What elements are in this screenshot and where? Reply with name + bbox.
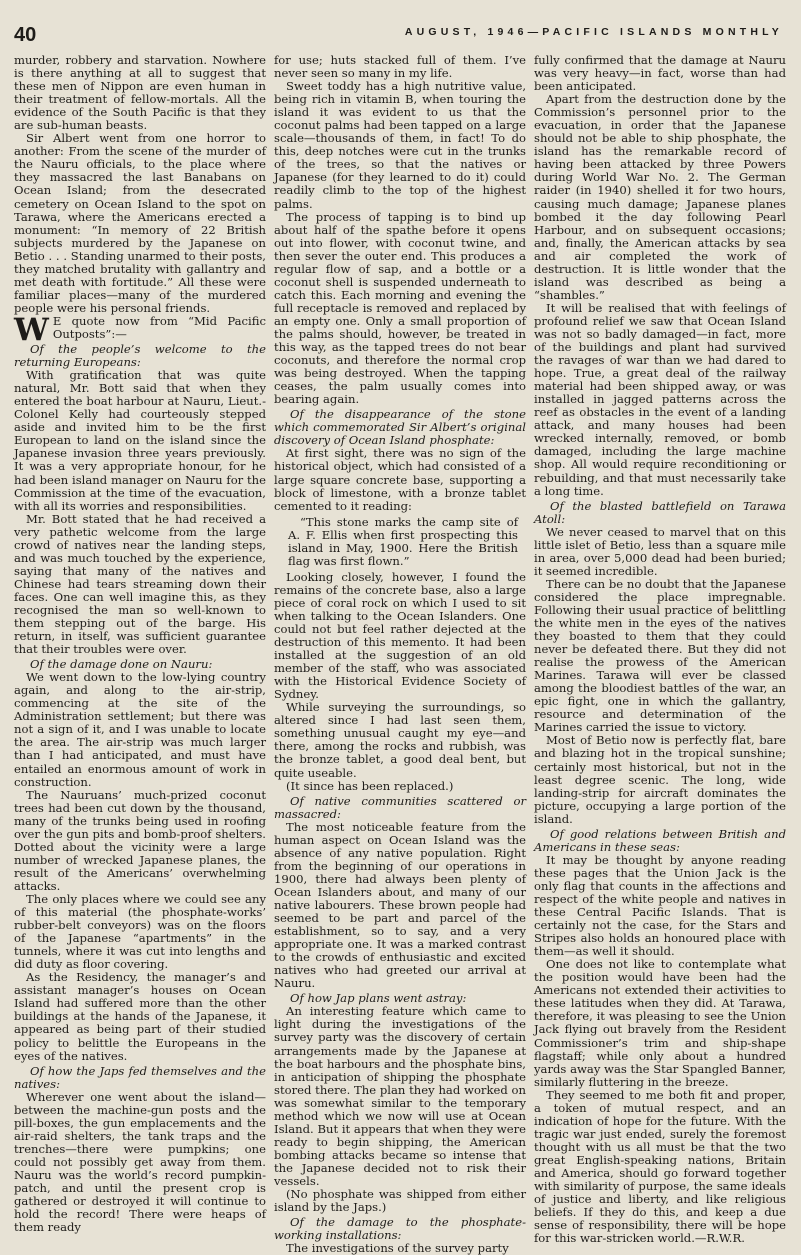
- article-columns: [14, 53, 788, 1255]
- body-paragraph: Sweet toddy has a high nutritive value, being rich in vitamin B, when touring the island it was evident to us that the coconut palms had been tapped on a large scale—thousands of them, in fact! To do this, deep notches were cut in the trunks of the trees, so that the natives or Japanese (for they learned to do it) could readily climb to the top of the highest palms.: [274, 79, 526, 211]
- section-intro-paragraph: [14, 311, 266, 348]
- section-subheading: Of how the Japs fed themselves and the natives:: [14, 1063, 266, 1091]
- body-paragraph: One does not like to contemplate what the position would have been had the Americans not extended their activities to these latitudes when they did. At Tarawa, therefore, it was pleasing to see the Union Jack flying out bravely from the Resident Commissioner’s trim and ship-shape flagstaff; while only about a hundred yards away was the Star Spangled Banner, similarly fluttering in the breeze.: [534, 957, 786, 1089]
- section-subheading: Of the damage to the phosphate-working installations:: [274, 1215, 526, 1243]
- section-subheading: Of good relations between British and Americans in these seas:: [534, 826, 786, 854]
- body-paragraph: While surveying the surroundings, so altered since I had last seen them, something unusual caught my eye—and there, among the rocks and rubbish, was the bronze tablet, a good deal bent, but quite useable.: [274, 700, 526, 780]
- body-paragraph: Apart from the destruction done by the Commission’s personnel prior to the evacuation, in order that the Japanese should not be able to ship phosphate, the island has the remarkable record of having been attacked by three Powers during World War No. 2. The German raider (in 1940) shelled it for two hours, causing much damage; Japanese planes bombed it the day following Pearl Harbour, and on subsequent occasions; and, finally, the American attacks by sea and air completed the work of destruction. It is little wonder that the island was described as being a “shambles.”: [534, 92, 786, 302]
- section-subheading: Of the people’s welcome to the returning Europeans:: [14, 342, 266, 370]
- body-paragraph: Most of Betio now is perfectly flat, bare and blazing hot in the tropical sunshine; certainly most historical, but not in the least degree scenic. The long, wide landing-strip for aircraft dominates the picture, occupying a large portion of the island.: [534, 733, 786, 826]
- body-paragraph: for use; huts stacked full of them. I’ve never seen so many in my life.: [274, 53, 526, 81]
- body-paragraph: Looking closely, however, I found the remains of the concrete base, also a large piece of coral rock on which I used to sit when talking to the Ocean Islanders. One could not but feel rather dejected at the destruction of this memento. It had been installed at the suggestion of an old member of the staff, who was associated with the Historical Evidence Society of Sydney.: [274, 569, 526, 702]
- page-header: [0, 20, 801, 50]
- section-subheading: Of how Jap plans went astray:: [290, 991, 467, 1006]
- body-paragraph: We never ceased to marvel that on this little islet of Betio, less than a square mile in area, over 5,000 dead had been buried; it seemed incredible.: [534, 524, 786, 578]
- body-paragraph: fully confirmed that the damage at Nauru was very heavy—in fact, worse than had been anticipated.: [534, 53, 786, 94]
- body-paragraph: The most noticeable feature from the human aspect on Ocean Island was the absence of any native population. Right from the beginning of our operations in 1900, there had always been plenty of Ocean Islanders about, and many of our native labourers. These brown people had seemed to be part and parcel of the establishment, so to say, and a very appropriate one. It was a marked contrast to the crowds of enthusiastic and excited natives who had greeted our arrival at Nauru.: [274, 819, 526, 991]
- body-paragraph: The investigations of the survey party: [286, 1241, 509, 1255]
- body-paragraph: It will be realised that with feelings of profound relief we saw that Ocean Island was not so badly damaged—in fact, more of the buildings and plant had survived the ravages of war than we had dared to hope. True, a great deal of the railway material had been shipped away, or was installed in jagged patterns across the reef as obstacles in the event of a landing attack, and many houses had been wrecked internally, removed, or bomb damaged, including the large machine shop. All would require reconditioning or rebuilding, and that must necessarily take a long time.: [534, 300, 786, 498]
- block-quote: “This stone marks the camp site of A. F. Ellis when first prospecting this island in May, 1900. Here the British flag was first flown.”: [288, 514, 518, 568]
- body-paragraph: Wherever one went about the island—between the machine-gun posts and the pill-boxes, the gun emplacements and the air-raid shelters, the tank traps and the trenches—there were pumpkins; one could not possibly get away from them. Nauru was the world’s record pumpkin-patch, and until the present crop is gathered or destroyed it will continue to hold the record! There were heaps of them ready: [14, 1089, 266, 1235]
- body-paragraph: With gratification that was quite natural, Mr. Bott said that when they entered the boat harbour at Nauru, Lieut.-Colonel Kelly had courteously stepped aside and invited him to be the first European to land on the island since the Japanese invasion three years previously. It was a very appropriate honour, for he had been island manager on Nauru for the Commission at the time of the evacuation, with all its worries and responsibilities.: [14, 368, 266, 513]
- body-paragraph: An interesting feature which came to light during the investigations of the survey party was the discovery of certain arrangements made by the Japanese at the boat harbours and the phosphate bins, in anticipation of shipping the phosphate stored there. The plan they had worked on was somewhat similar to the temporary method which we now will use at Ocean Island. But it appears that when they were ready to begin shipping, the American bombing attacks became so intense that the Japanese decided not to risk their vessels.: [274, 1004, 526, 1188]
- body-paragraph: As the Residency, the manager’s and assistant manager’s houses on Ocean Island had suffered more than the other buildings at the hands of the Japanese, it appeared as being part of their studied policy to belittle the Europeans in the eyes of the natives.: [14, 970, 266, 1063]
- body-paragraph: The process of tapping is to bind up about half of the spathe before it opens out into flower, with coconut twine, and then sever the outer end. This produces a regular flow of sap, and a bottle or a coconut shell is suspended underneath to catch this. Each morning and evening the full receptacle is removed and replaced by an empty one. Only a small proportion of the palms should, however, be treated in this way, as the tapped trees do not bear coconuts, and therefore the normal crop was being destroyed. When the tapping ceases, the palm usually comes into bearing again.: [274, 209, 526, 407]
- body-paragraph: It may be thought by anyone reading these pages that the Union Jack is the only flag that counts in the affections and respect of the white people and natives in these Central Pacific Islands. That is certainly not the case, for the Stars and Stripes also holds an honoured place with them—as well it should.: [534, 852, 786, 959]
- paragraph-text: E quote now from “Mid Pacific Outposts”:—: [52, 313, 266, 341]
- section-subheading: Of native communities scattered or massacred:: [274, 793, 526, 821]
- body-paragraph: (No phosphate was shipped from either island by the Japs.): [274, 1187, 526, 1215]
- text-column-middle: [274, 53, 526, 1255]
- body-paragraph: (It since has been replaced.): [286, 778, 454, 793]
- body-paragraph: We went down to the low-lying country again, and along to the air-strip, commencing at the site of the Administration settlement; but there was not a sign of it, and I was unable to locate the area. The air-strip was much larger than I had anticipated, and must have entailed an enormous amount of work in construction.: [14, 670, 266, 789]
- page-number: 40: [14, 24, 37, 46]
- section-subheading: Of the blasted battlefield on Tarawa Atoll:: [534, 498, 786, 526]
- running-title: AUGUST, 1946—PACIFIC ISLANDS MONTHLY: [404, 26, 783, 38]
- text-column-left: [14, 53, 266, 1235]
- body-paragraph: There can be no doubt that the Japanese considered the place impregnable. Following their usual practice of belittling the white men in the eyes of the natives they boasted to them that they could never be defeated there. But they did not realise the prowess of the American Marines. Tarawa will ever be classed among the bloodiest battles of the war, an epic fight, one in which the gallantry, resource and determination of the Marines carried the issue to victory.: [534, 576, 786, 735]
- body-paragraph: The Nauruans’ much-prized coconut trees had been cut down by the thousand, many of the trunks being used in roofing over the gun pits and bomb-proof shelters. Dotted about the vicinity were a large number of wrecked Japanese planes, the result of the Americans’ overwhelming attacks.: [14, 787, 266, 893]
- body-paragraph: Sir Albert went from one horror to another: From the scene of the murder of the Nauru officials, to the place where they massacred the last Banabans on Ocean Island; from the desecrated cemetery on Ocean Island to the spot on Tarawa, where the Americans erected a monument: “In memory of 22 British subjects murdered by the Japanese on Betio . . . Standing unarmed to their posts, they matched brutality with gallantry and met death with fortitude.” All these were familiar places—many of the murdered people were his personal friends.: [14, 131, 266, 315]
- drop-cap: W: [14, 311, 49, 348]
- body-paragraph: murder, robbery and starvation. Nowhere is there anything at all to suggest that these men of Nippon are even human in their treatment of fellow-mortals. All the evidence of the South Pacific is that they are sub-human beasts.: [14, 53, 266, 133]
- body-paragraph: The only places where we could see any of this material (the phosphate-works’ rubber-belt conveyors) was on the floors of the Japanese “apartments” in the tunnels, where it was cut into lengths and did duty as floor covering.: [14, 892, 266, 972]
- body-paragraph: Mr. Bott stated that he had received a very pathetic welcome from the large crowd of natives near the landing steps, and was much touched by the experience, saying that many of the natives and Chinese had tears streaming down their faces. One can well imagine this, as they recognised the man so well-known to them stepping out of the barge. His return, in itself, was sufficient guarantee that their troubles were over.: [14, 511, 266, 657]
- body-paragraph: They seemed to me both fit and proper, a token of mutual respect, and an indication of hope for the future. With the tragic war just ended, surely the foremost thought with us all must be that the two great English-speaking nations, Britain and America, should go forward together with similarity of purpose, the same ideals of justice and liberty, and like religious beliefs. If they do this, and keep a due sense of responsibility, there will be hope for this war-stricken world.—R.W.R.: [534, 1087, 786, 1246]
- section-subheading: Of the damage done on Nauru:: [30, 657, 213, 672]
- body-paragraph: At first sight, there was no sign of the historical object, which had consisted of a large square concrete base, supporting a block of limestone, with a bronze tablet cemented to it reading:: [274, 446, 526, 513]
- text-column-right: [534, 53, 786, 1246]
- section-subheading: Of the disappearance of the stone which commemorated Sir Albert’s original discovery of Ocean Island phosphate:: [274, 407, 526, 448]
